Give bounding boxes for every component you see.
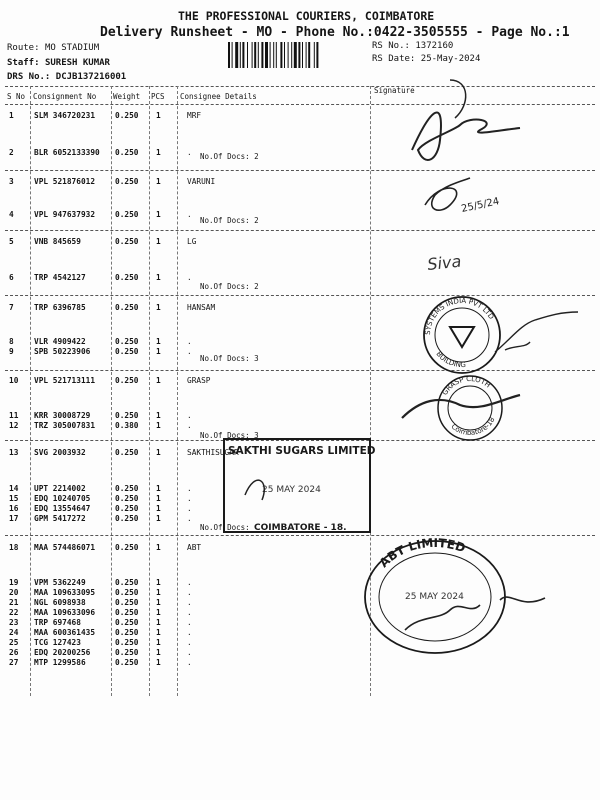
drs-label: DRS No.: [7,72,51,82]
consignment-number: MAA 600361435 [34,628,96,637]
serial-number: 19 [9,578,19,587]
col-consignment-header: Consignment No [33,92,97,101]
weight-value: 0.250 [115,111,139,120]
sakthi-sugars-stamp [224,439,376,533]
consignment-number: MAA 109633095 [34,588,96,597]
doc-count-label: No.Of Docs: 3 [200,354,259,363]
weight-value: 0.250 [115,237,139,246]
weight-value: 0.250 [115,504,139,513]
serial-number: 25 [9,638,19,647]
serial-number: 17 [9,514,19,523]
consignment-number: TRZ 305007831 [34,421,96,430]
signature-lg: Siva [426,251,463,274]
consignee-detail: . [187,337,192,346]
serial-number: 8 [9,337,14,346]
serial-number: 20 [9,588,19,597]
serial-number: 26 [9,648,19,657]
pieces-value: 1 [156,111,161,120]
consignee-detail: . [187,608,192,617]
consignee-detail: . [187,411,192,420]
signature-abt [405,597,545,630]
staff-label: Staff: [7,58,40,68]
pieces-value: 1 [156,514,161,523]
pieces-value: 1 [156,273,161,282]
pieces-value: 1 [156,303,161,312]
serial-number: 21 [9,598,19,607]
serial-number: 1 [9,111,14,120]
pieces-value: 1 [156,543,161,552]
consignee-detail: GRASP [187,376,211,385]
serial-number: 16 [9,504,19,513]
weight-value: 0.250 [115,347,139,356]
col-pcs-header: PCS [151,92,165,101]
weight-value: 0.250 [115,376,139,385]
serial-number: 2 [9,148,14,157]
consignment-number: SPB 50223906 [34,347,91,356]
weight-value: 0.250 [115,578,139,587]
abt-ring-text: ABT LIMITED [376,535,468,571]
weight-value: 0.380 [115,421,139,430]
pieces-value: 1 [156,648,161,657]
pieces-value: 1 [156,628,161,637]
col-consignee-header: Consignee Details [180,92,257,101]
consignment-number: TRP 6396785 [34,303,86,312]
sakthi-stamp-city: COIMBATORE - 18. [254,523,347,533]
consignment-number: VNB 845659 [34,237,81,246]
route-value: MO STADIUM [44,43,100,53]
consignment-number: VPL 947637932 [34,210,96,219]
consignment-number: MAA 574486071 [34,543,96,552]
consignment-number: NGL 6098938 [34,598,86,607]
consignment-number: VPM 5362249 [34,578,86,587]
pieces-value: 1 [156,494,161,503]
consignee-detail: ABT [187,543,202,552]
consignment-number: EDQ 13554647 [34,504,91,513]
pieces-value: 1 [156,598,161,607]
serial-number: 12 [9,421,19,430]
runsheet-title: Delivery Runsheet - MO - Phone No.:0422-3505555 - Page No.:1 [100,25,570,40]
col-signature-header: Signature [374,86,415,95]
weight-value: 0.250 [115,484,139,493]
consignee-detail: . [187,638,192,647]
consignee-detail: . [187,494,192,503]
consignment-number: EDQ 10240705 [34,494,91,503]
pieces-value: 1 [156,148,161,157]
grasp-ring-text: GRASP CLOTH [440,374,492,397]
pieces-value: 1 [156,237,161,246]
pieces-value: 1 [156,448,161,457]
consignee-detail: . [187,484,192,493]
serial-number: 15 [9,494,19,503]
company-title: THE PROFESSIONAL COURIERS, COIMBATORE [178,9,435,23]
serial-number: 10 [9,376,19,385]
pieces-value: 1 [156,618,161,627]
weight-value: 0.250 [115,618,139,627]
serial-number: 7 [9,303,14,312]
col-sno-header: S No [7,92,26,101]
weight-value: 0.250 [115,273,139,282]
pieces-value: 1 [156,504,161,513]
consignment-number: SLM 346720231 [34,111,96,120]
doc-count-label: No.Of Docs: [200,523,250,532]
grasp-city-text: Coimbatore-18 [449,416,497,438]
consignment-number: EDQ 20200256 [34,648,91,657]
rs-no-value: 1372160 [415,41,454,51]
weight-value: 0.250 [115,494,139,503]
consignee-detail: . [187,598,192,607]
consignee-detail: . [187,618,192,627]
weight-value: 0.250 [115,638,139,647]
svg-text:SYSTEMS INDIA PVT LTD [424,297,495,335]
doc-count-label: No.Of Docs: 2 [200,152,259,161]
doc-count-label: No.Of Docs: 2 [200,216,259,225]
weight-value: 0.250 [115,658,139,667]
consignee-detail: VARUNI [187,177,216,186]
consignee-detail: . [187,421,192,430]
sakthi-stamp-date: 25 MAY 2024 [262,485,321,495]
signature-mrf [412,112,520,160]
pieces-value: 1 [156,210,161,219]
consignment-number: TRP 4542127 [34,273,86,282]
pieces-value: 1 [156,347,161,356]
serial-number: 24 [9,628,19,637]
weight-value: 0.250 [115,303,139,312]
consignee-detail: . [187,578,192,587]
consignee-detail: HANSAM [187,303,216,312]
weight-value: 0.250 [115,628,139,637]
consignment-number: VPL 521713111 [34,376,96,385]
serial-number: 23 [9,618,19,627]
rs-date-value: 25-May-2024 [420,54,481,64]
consignee-detail: . [187,514,192,523]
consignment-number: TCG 127423 [34,638,81,647]
serial-number: 22 [9,608,19,617]
abt-stamp-date: 25 MAY 2024 [405,592,464,602]
weight-value: 0.250 [115,514,139,523]
col-weight-header: Weight [113,92,141,101]
consignee-detail: . [187,504,192,513]
consignment-number: MAA 109633096 [34,608,96,617]
signature-hansam [495,312,578,352]
consignee-detail: . [187,658,192,667]
consignee-detail: . [187,347,192,356]
weight-value: 0.250 [115,598,139,607]
weight-value: 0.250 [115,648,139,657]
weight-value: 0.250 [115,608,139,617]
serial-number: 5 [9,237,14,246]
drs-value: DCJB137216001 [55,72,127,82]
rs-no-label: RS No.: [372,41,410,51]
staff-value: SURESH KUMAR [44,58,110,68]
hansam-ring-text: SYSTEMS INDIA PVT LTD [423,296,496,336]
consignment-number: TRP 697468 [34,618,81,627]
sakthi-stamp-name: SAKTHI SUGARS LIMITED [228,445,376,457]
pieces-value: 1 [156,421,161,430]
consignment-number: VLR 4909422 [34,337,86,346]
pieces-value: 1 [156,337,161,346]
consignee-detail: LG [187,237,197,246]
weight-value: 0.250 [115,177,139,186]
pieces-value: 1 [156,484,161,493]
weight-value: 0.250 [115,588,139,597]
serial-number: 3 [9,177,14,186]
doc-count-label: No.Of Docs: 2 [200,282,259,291]
svg-text:ABT LIMITED [377,536,468,570]
doc-count-label: No.Of Docs: 3 [200,431,259,440]
weight-value: 0.250 [115,210,139,219]
serial-number: 18 [9,543,19,552]
consignee-detail: . [187,648,192,657]
pieces-value: 1 [156,608,161,617]
consignment-number: UPT 2214002 [34,484,86,493]
consignment-number: VPL 521876012 [34,177,96,186]
consignment-number: BLR 6052133390 [34,148,100,157]
consignee-detail: . [187,628,192,637]
hansam-ring-text-2: BUILDING [434,349,467,370]
serial-number: 6 [9,273,14,282]
consignee-detail: MRF [187,111,202,120]
serial-number: 13 [9,448,19,457]
consignment-number: KRR 30008729 [34,411,91,420]
serial-number: 11 [9,411,19,420]
weight-value: 0.250 [115,543,139,552]
consignment-number: GPM 5417272 [34,514,86,523]
hansam-stamp [424,297,500,373]
serial-number: 4 [9,210,14,219]
pieces-value: 1 [156,411,161,420]
weight-value: 0.250 [115,148,139,157]
consignment-number: MTP 1299586 [34,658,86,667]
weight-value: 0.250 [115,411,139,420]
rs-date-label: RS Date: [372,54,416,64]
serial-number: 27 [9,658,19,667]
pieces-value: 1 [156,588,161,597]
weight-value: 0.250 [115,337,139,346]
pieces-value: 1 [156,658,161,667]
serial-number: 9 [9,347,14,356]
consignee-detail: . [187,148,192,157]
weight-value: 0.250 [115,448,139,457]
pieces-value: 1 [156,376,161,385]
pieces-value: 1 [156,578,161,587]
varuni-date: 25/5/24 [460,196,501,215]
pieces-value: 1 [156,638,161,647]
consignment-number: SVG 2003932 [34,448,86,457]
consignee-detail: SAKTHISUGAR [187,448,239,457]
consignee-detail: . [187,210,192,219]
pieces-value: 1 [156,177,161,186]
abt-stamp [365,536,505,653]
consignee-detail: . [187,588,192,597]
consignee-detail: . [187,273,192,282]
route-label: Route: [7,43,40,53]
serial-number: 14 [9,484,19,493]
